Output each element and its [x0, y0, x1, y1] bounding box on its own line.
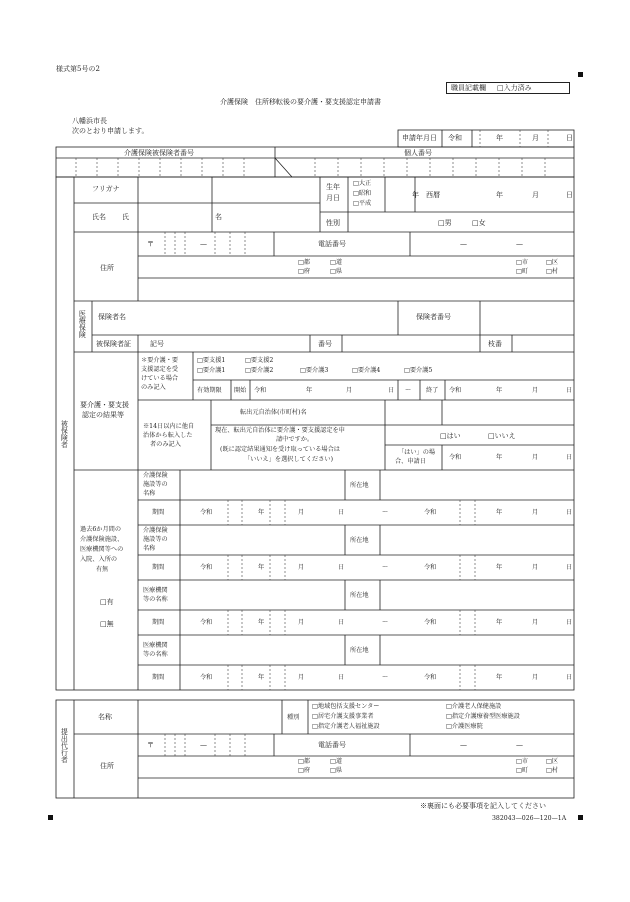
transfer-question-3: (既に認定結果通知を受け取っている場合は: [220, 446, 340, 453]
facility-1-name-1: 介護保険: [143, 472, 168, 479]
medical-number-label: 番号: [318, 340, 332, 348]
address-postal-dash: —: [200, 240, 207, 248]
facilities-no-checkbox[interactable]: □無: [100, 620, 114, 628]
level-care-2[interactable]: □要介護2: [245, 367, 274, 374]
facility-3-start-era: 令和: [200, 619, 213, 626]
validity-start-day-unit: 日: [388, 387, 395, 394]
agent-pref-do[interactable]: □道: [330, 758, 343, 765]
facility-4-location-label: 所在地: [350, 647, 369, 654]
address-city-ku[interactable]: □区: [546, 259, 559, 266]
facility-1-start-year: 年: [258, 509, 265, 516]
address-pref-fu[interactable]: □府: [298, 268, 311, 275]
facility-2-location-label: 所在地: [350, 537, 369, 544]
gender-label: 性別: [326, 219, 340, 227]
facility-1-name-2: 施設等の: [143, 481, 168, 488]
validity-label: 有効期限: [197, 387, 222, 394]
birth-month-unit: 月: [532, 191, 539, 199]
facility-1-end-era: 令和: [424, 509, 437, 516]
medical-insured-card-label: 被保険者証: [96, 340, 131, 348]
transfer-date-year-unit: 年: [496, 454, 503, 461]
application-date-day-unit: 日: [566, 134, 573, 142]
facility-3-period-label: 期間: [152, 619, 165, 626]
facility-1-location-label: 所在地: [350, 482, 369, 489]
level-care-1[interactable]: □要介護1: [197, 367, 226, 374]
facility-3-name-2: 等の名称: [143, 596, 168, 603]
address-city-shi[interactable]: □市: [516, 259, 529, 266]
agent-type-elderly-health-facility[interactable]: □介護老人保健施設: [446, 703, 502, 710]
form-code: 382043—026—120—1A: [492, 815, 567, 822]
facility-1-tilde: ～: [382, 509, 389, 516]
address-phone-dash-1: —: [460, 240, 467, 248]
facility-3-start-day: 日: [338, 619, 345, 626]
facility-2-tilde: ～: [382, 564, 389, 571]
birth-era-taisho[interactable]: □大正: [353, 180, 372, 187]
validity-tilde: ～: [405, 387, 412, 394]
birth-year2-unit: 年: [496, 191, 503, 199]
agent-postal-dash: —: [200, 741, 207, 749]
transfer-note-3: 者のみ記入: [150, 441, 181, 448]
address-pref-to[interactable]: □都: [298, 259, 311, 266]
agent-phone-label: 電話番号: [318, 741, 346, 749]
address-label: 住所: [100, 264, 114, 272]
facility-4-tilde: ～: [382, 674, 389, 681]
gender-male-checkbox[interactable]: □男: [438, 219, 452, 227]
birth-label-1: 生年: [326, 183, 340, 191]
transfer-question-2: 請中ですか。: [276, 436, 314, 443]
agent-pref-ken[interactable]: □県: [330, 767, 343, 774]
level-support-2[interactable]: □要支援2: [245, 357, 274, 364]
validity-end-month-unit: 月: [532, 387, 539, 394]
facility-3-location-label: 所在地: [350, 592, 369, 599]
agent-name-label: 名称: [98, 713, 112, 721]
insured-number-label: 介護保険被保険者番号: [124, 149, 194, 157]
facility-4-period-label: 期間: [152, 674, 165, 681]
facility-2-end-month: 月: [532, 564, 539, 571]
facility-3-end-year: 年: [496, 619, 503, 626]
facilities-label-2: 介護保険施設、: [80, 536, 124, 543]
validity-start-year-unit: 年: [306, 387, 313, 394]
given-name-label: 名: [215, 213, 222, 221]
facility-1-end-month: 月: [532, 509, 539, 516]
application-date-year-unit: 年: [496, 134, 503, 142]
level-care-5[interactable]: □要介護5: [404, 367, 433, 374]
medical-insurer-name-label: 保険者名: [98, 313, 126, 321]
validity-start-month-unit: 月: [346, 387, 353, 394]
agent-type-community-center[interactable]: □地域包括支援センター: [312, 703, 380, 710]
gender-female-checkbox[interactable]: □女: [472, 219, 486, 227]
agent-city-machi[interactable]: □町: [516, 767, 529, 774]
address-phone-label: 電話番号: [318, 240, 346, 248]
facility-2-end-day: 日: [566, 564, 573, 571]
page-title: 介護保険 住所移転後の要介護・要支援認定申請書: [220, 98, 381, 106]
individual-number-label: 個人番号: [404, 149, 432, 157]
facility-1-name-3: 名称: [143, 490, 156, 497]
address-phone-dash-2: —: [516, 240, 523, 248]
agent-address-label: 住所: [100, 762, 114, 770]
transfer-date-month-unit: 月: [532, 454, 539, 461]
medical-symbol-label: 記号: [150, 340, 164, 348]
name-label: 氏名: [92, 213, 106, 221]
facility-3-start-year: 年: [258, 619, 265, 626]
facility-4-start-day: 日: [338, 674, 345, 681]
facility-4-end-month: 月: [532, 674, 539, 681]
transfer-date-day-unit: 日: [566, 454, 573, 461]
agent-city-mura[interactable]: □村: [546, 767, 559, 774]
intro-text: 次のとおり申請します。: [72, 127, 149, 135]
family-name-label: 氏: [122, 213, 129, 221]
facility-2-end-era: 令和: [424, 564, 437, 571]
agent-city-ku[interactable]: □区: [546, 758, 559, 765]
validity-end-era: 令和: [449, 387, 462, 394]
validity-end-year-unit: 年: [496, 387, 503, 394]
facility-1-start-day: 日: [338, 509, 345, 516]
address-city-machi[interactable]: □町: [516, 268, 529, 275]
agent-pref-fu[interactable]: □府: [298, 767, 311, 774]
footer-note: ※裏面にも必要事項を記入してください: [420, 802, 546, 810]
address-city-mura[interactable]: □村: [546, 268, 559, 275]
facility-3-end-month: 月: [532, 619, 539, 626]
facility-4-start-year: 年: [258, 674, 265, 681]
facility-3-name-1: 医療機関: [143, 587, 168, 594]
transfer-no-checkbox[interactable]: □いいえ: [488, 432, 516, 440]
facilities-label-1: 過去6か月間の: [80, 526, 122, 533]
birth-era-showa[interactable]: □昭和: [353, 190, 372, 197]
facility-3-start-month: 月: [298, 619, 305, 626]
certification-note-1: ＊要介護・要: [141, 357, 179, 364]
medical-insurer-number-label: 保険者番号: [416, 313, 451, 321]
certification-note-4: のみ記入: [141, 384, 166, 391]
medical-side-label: 医療保険: [78, 310, 87, 338]
address-pref-ken[interactable]: □県: [330, 268, 343, 275]
agent-phone-dash-2: —: [516, 741, 523, 749]
facility-2-name-3: 名称: [143, 545, 156, 552]
transfer-question-1: 現在、転出元自治体に要介護・要支援認定を申: [215, 427, 345, 434]
staff-box-label: 職員記載欄: [451, 84, 486, 92]
validity-end-day-unit: 日: [566, 387, 573, 394]
agent-side-label: 提出代行者: [60, 728, 69, 763]
prev-municipality-label: 転出元自治体(市町村)名: [240, 409, 307, 416]
facility-1-end-year: 年: [496, 509, 503, 516]
agent-postal-mark: 〒: [147, 741, 154, 749]
facility-1-end-day: 日: [566, 509, 573, 516]
certification-note-3: けている場合: [141, 375, 179, 382]
application-date-label: 申請年月日: [402, 134, 437, 142]
agent-city-shi[interactable]: □市: [516, 758, 529, 765]
birth-label-2: 月日: [326, 194, 340, 202]
staff-box-entered-checkbox[interactable]: □入力済み: [497, 84, 532, 92]
facilities-label-4: 入院、入所の: [80, 556, 118, 563]
address-pref-do[interactable]: □道: [330, 259, 343, 266]
level-support-1[interactable]: □要支援1: [197, 357, 226, 364]
facility-2-start-era: 令和: [200, 564, 213, 571]
agent-pref-to[interactable]: □都: [298, 758, 311, 765]
validity-start-era: 令和: [254, 387, 267, 394]
facility-2-name-1: 介護保険: [143, 527, 168, 534]
facility-3-tilde: ～: [382, 619, 389, 626]
facility-3-end-era: 令和: [424, 619, 437, 626]
address-postal-mark: 〒: [147, 240, 154, 248]
addressee: 八幡浜市長: [72, 117, 107, 125]
validity-end-label: 終了: [426, 387, 439, 394]
facility-2-period-label: 期間: [152, 564, 165, 571]
transfer-note-1: ※14日以内に他自: [143, 423, 195, 430]
agent-type-elderly-welfare-facility[interactable]: □指定介護老人福祉施設: [312, 723, 380, 730]
form-number: 様式第5号の2: [56, 65, 100, 73]
facility-1-start-month: 月: [298, 509, 305, 516]
side-label-insured: 被保険者: [60, 420, 69, 448]
facility-2-end-year: 年: [496, 564, 503, 571]
transfer-yes-case-2: 合、申請日: [395, 458, 426, 465]
furigana-label: フリガナ: [92, 185, 120, 193]
facility-4-name-2: 等の名称: [143, 651, 168, 658]
transfer-question-4: 「いいえ」を選択してください): [244, 456, 334, 463]
facility-1-period-label: 期間: [152, 509, 165, 516]
agent-type-medical-care-facility[interactable]: □指定介護療養型医療施設: [446, 713, 520, 720]
facility-4-start-month: 月: [298, 674, 305, 681]
birth-day-unit: 日: [566, 191, 573, 199]
agent-type-care-medical-institute[interactable]: □介護医療院: [446, 723, 483, 730]
facilities-label-3: 医療機関等への: [80, 546, 124, 553]
facilities-label-5: 有無: [96, 566, 109, 573]
facility-1-start-era: 令和: [200, 509, 213, 516]
agent-type-home-care-provider[interactable]: □居宅介護支援事業者: [312, 713, 374, 720]
transfer-note-2: 治体から転入した: [143, 432, 193, 439]
application-date-month-unit: 月: [532, 134, 539, 142]
transfer-date-era: 令和: [449, 454, 462, 461]
facility-3-end-day: 日: [566, 619, 573, 626]
transfer-yes-case-1: 「はい」の場: [398, 449, 436, 456]
facility-2-start-month: 月: [298, 564, 305, 571]
facility-4-end-day: 日: [566, 674, 573, 681]
transfer-yes-checkbox[interactable]: □はい: [440, 432, 461, 440]
facility-2-start-day: 日: [338, 564, 345, 571]
application-date-era: 令和: [448, 134, 462, 142]
facilities-yes-checkbox[interactable]: □有: [100, 598, 114, 606]
agent-type-label: 種別: [287, 714, 300, 721]
facility-2-start-year: 年: [258, 564, 265, 571]
facility-4-end-year: 年: [496, 674, 503, 681]
facility-4-name-1: 医療機関: [143, 642, 168, 649]
medical-branch-label: 枝番: [488, 340, 502, 348]
level-care-4[interactable]: □要介護4: [352, 367, 381, 374]
certification-note-2: 支援認定を受: [141, 366, 179, 373]
level-care-3[interactable]: □要介護3: [300, 367, 329, 374]
facility-4-start-era: 令和: [200, 674, 213, 681]
agent-phone-dash-1: —: [460, 741, 467, 749]
birth-era-heisei[interactable]: □平成: [353, 200, 372, 207]
certification-label-1: 要介護・要支援: [80, 401, 129, 409]
validity-start-label: 開始: [234, 387, 247, 394]
certification-label-2: 認定の結果等: [82, 411, 124, 419]
birth-western-label: 西暦: [426, 191, 440, 199]
facility-4-end-era: 令和: [424, 674, 437, 681]
facility-2-name-2: 施設等の: [143, 536, 168, 543]
birth-year-unit: 年: [412, 191, 419, 199]
